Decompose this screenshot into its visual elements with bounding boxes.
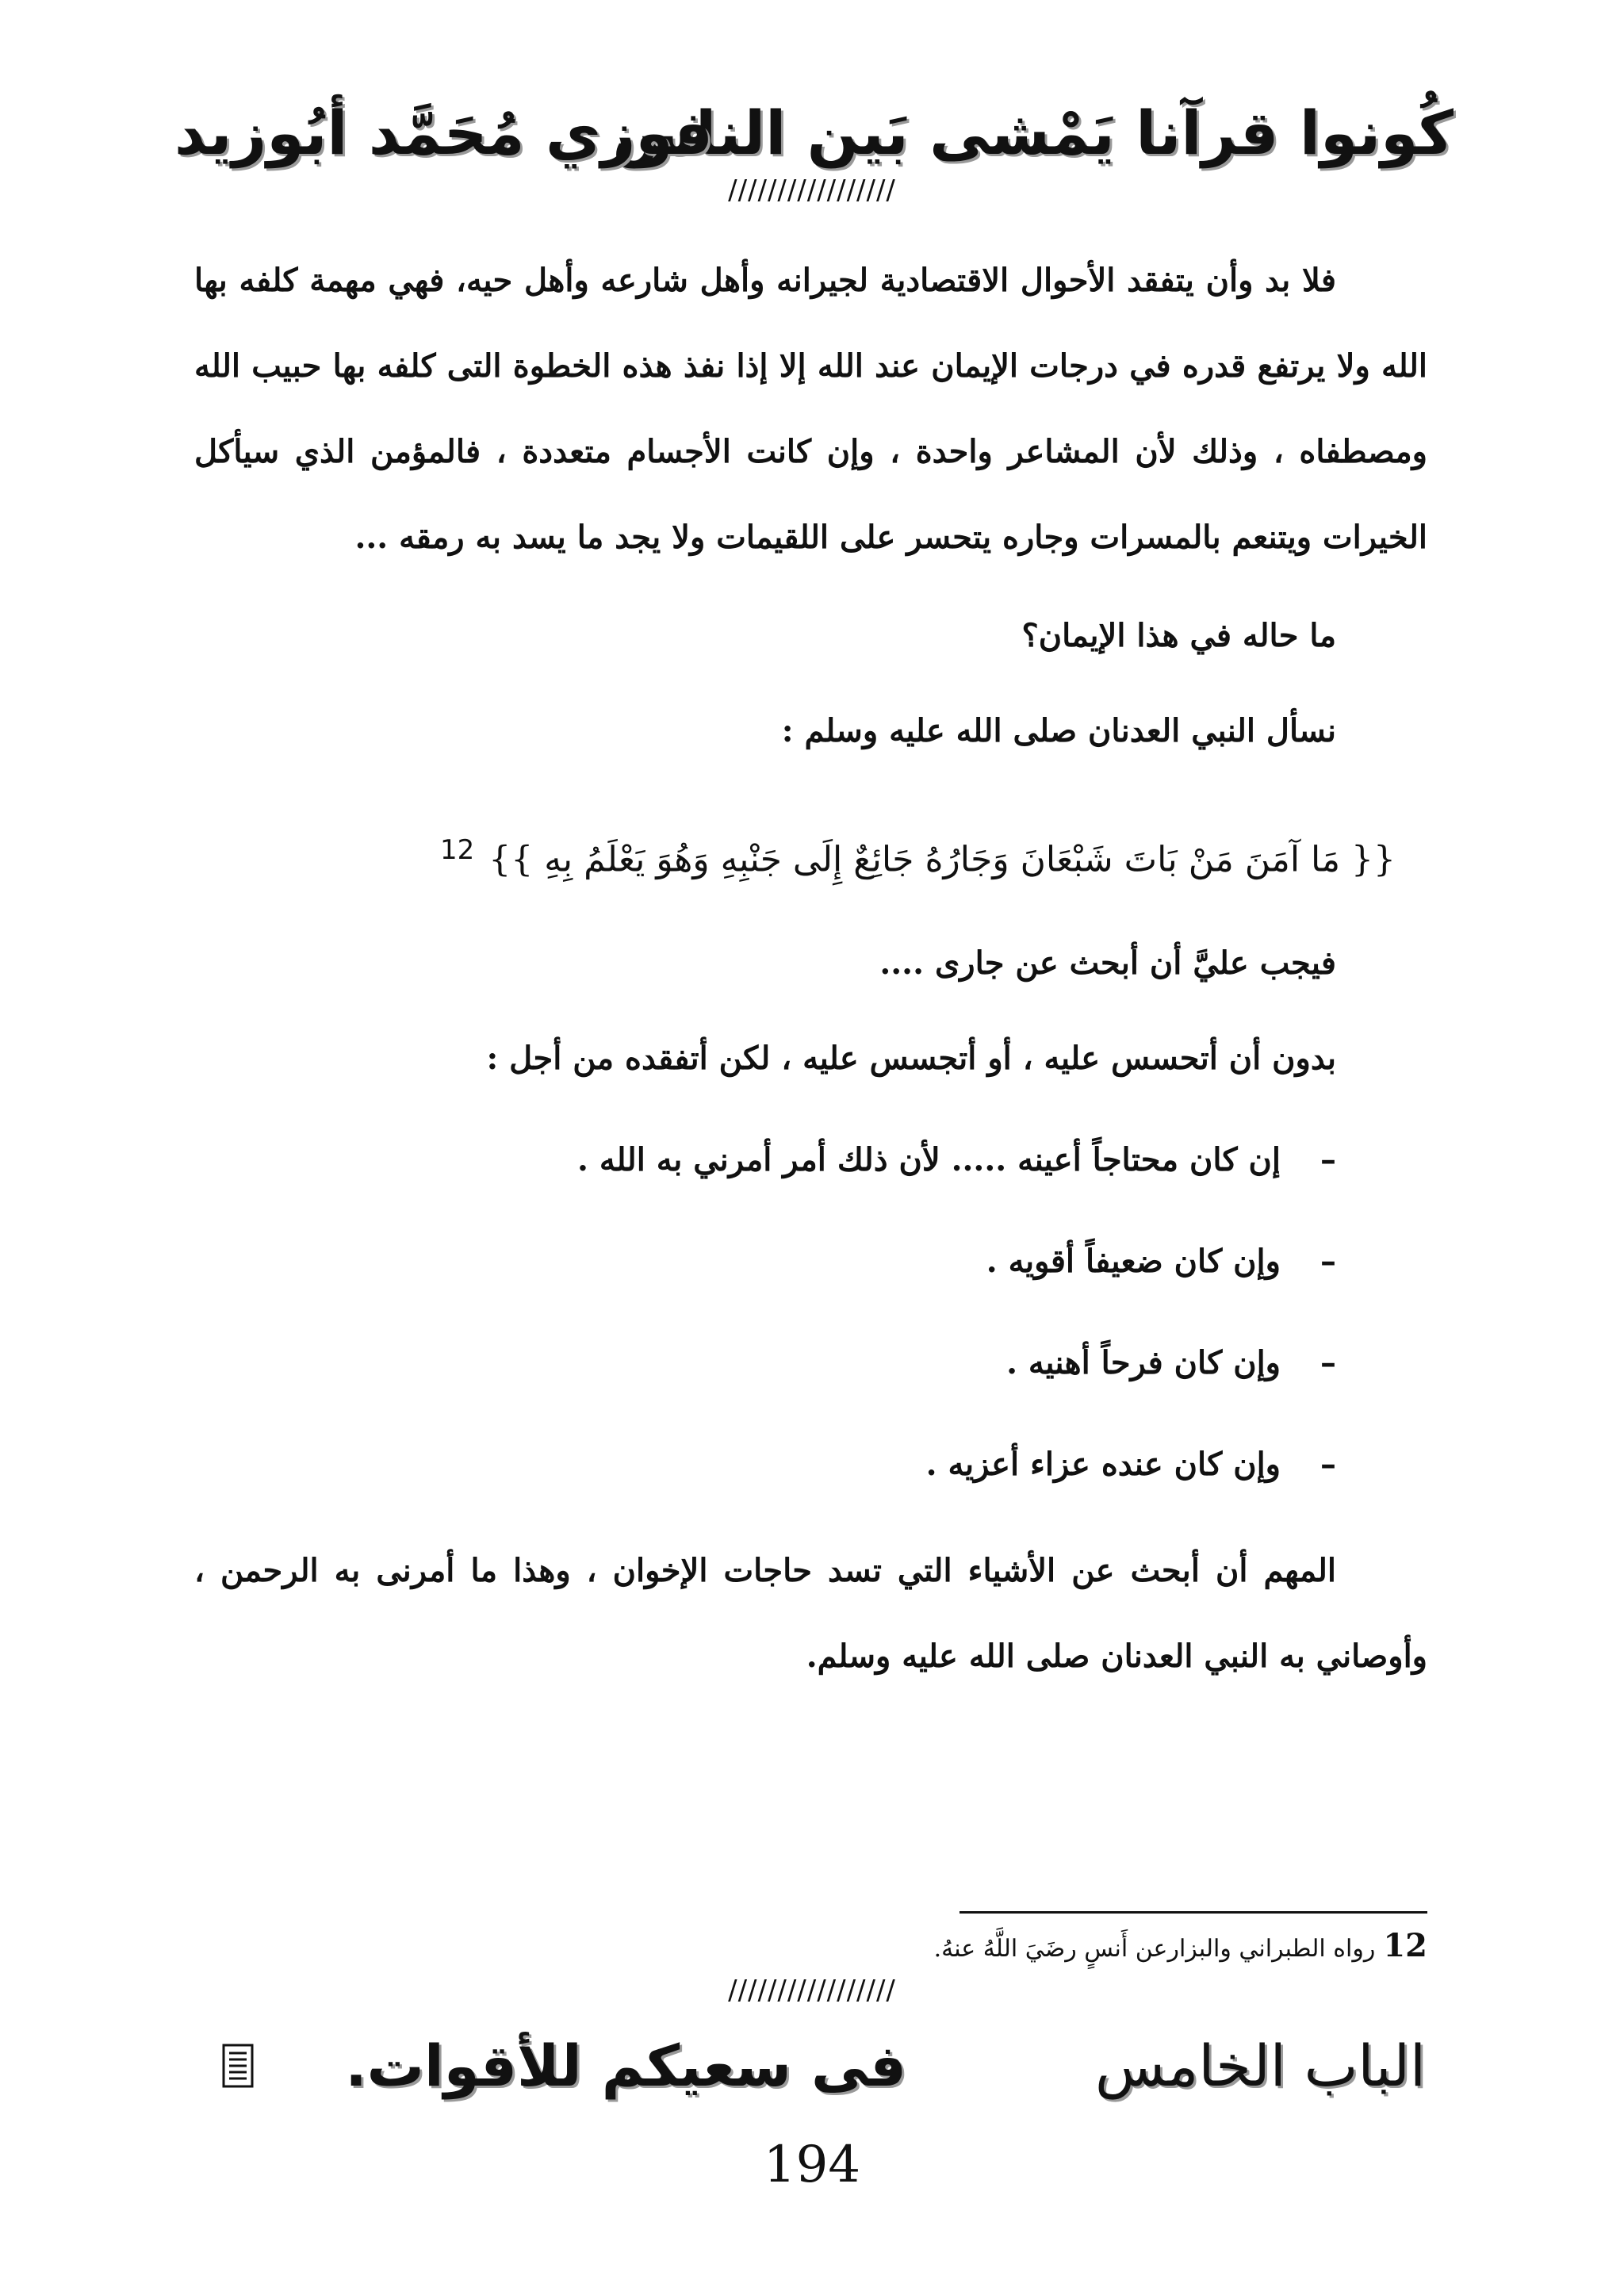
- without-spying-line: بدون أن أتحسس عليه ، أو أتجسس عليه ، لكن أتفقده من أجل :: [486, 1039, 1336, 1077]
- list-item-text: وإن كان فرحاً أهنيه .: [1006, 1343, 1281, 1381]
- paragraph-needs: المهم أن أبحث عن الأشياء التي تسد حاجات الإخوان ، وهذا ما أمرنى به الرحمن ، وأوصاني به النبي العدنان صلى الله عليه وسلم.: [194, 1551, 1427, 1675]
- document-icon: [222, 2044, 254, 2088]
- footnote: [934, 1929, 1427, 1967]
- footnote-number: 12: [1383, 1927, 1427, 1964]
- footnote-divider: [959, 1911, 1427, 1914]
- bullet-dash: –: [1320, 1140, 1336, 1178]
- page-body: [194, 238, 1427, 1699]
- bullet-dash: –: [1320, 1343, 1336, 1381]
- bullet-dash: –: [1320, 1242, 1336, 1280]
- footer-separator: /////////////////: [728, 1975, 896, 2006]
- book-title: كُونوا قرآنا يَمْشى بَين الناس: [612, 98, 1454, 168]
- list-item-text: وإن كان عنده عزاء أعزيه .: [925, 1445, 1281, 1483]
- list-item: [194, 1121, 1427, 1200]
- page-footer: [0, 2026, 1624, 2113]
- list-item: [194, 1425, 1427, 1504]
- list-item-text: وإن كان ضعيفاً أقويه .: [986, 1242, 1281, 1280]
- header-separator: /////////////////: [728, 174, 896, 206]
- bullet-dash: –: [1320, 1445, 1336, 1483]
- footnote-text: رواه الطبراني والبزارعن أَنسٍ رضَيَ اللَّهُ عنهُ.: [933, 1935, 1376, 1963]
- hadith-quote: [194, 803, 1427, 908]
- list-item: [194, 1324, 1427, 1403]
- author-name: فوزي مُحَمَّد أبُوزيد: [174, 98, 713, 168]
- chapter-title: فى سعيكم للأقوات.: [345, 2032, 906, 2099]
- list-item-text: إن كان محتاجاً أعينه ..... لأن ذلك أمر أمرني به الله .: [577, 1140, 1281, 1178]
- page-number: 194: [763, 2136, 861, 2194]
- list-item: [194, 1222, 1427, 1301]
- footnote-reference: 12: [440, 834, 475, 866]
- must-search-line: فيجب عليَّ أن أبحث عن جارى ....: [879, 944, 1336, 982]
- question-line: ما حاله في هذا الإيمان؟: [1021, 617, 1336, 654]
- ask-prophet-line: نسأل النبي العدنان صلى الله عليه وسلم :: [781, 712, 1336, 749]
- chapter-name: الباب الخامس: [1095, 2032, 1426, 2099]
- hadith-text: {{ مَا آمَنَ مَنْ بَاتَ شَبْعَانَ وَجَارُهُ جَائِعٌ إِلَى جَنْبِهِ وَهُوَ يَعْلَمُ بِهِ }}: [488, 839, 1396, 880]
- paragraph-neighbors: فلا بد وأن يتفقد الأحوال الاقتصادية لجيرانه وأهل شارعه وأهل حيه، فهي مهمة كلفه بها الله ولا يرتفع قدره في درجات الإيمان عند الله إلا إذا نفذ هذه الخطوة التى كلفه بها حبيب الله ومصطفاه ، وذلك لأن المشاعر واحدة ، وإن كانت الأجسام متعددة ، فالمؤمن الذي سيأكل الخيرات ويتنعم بالمسرات وجاره يتحسر على اللقيمات ولا يجد ما يسد به رمقه ...: [194, 262, 1427, 556]
